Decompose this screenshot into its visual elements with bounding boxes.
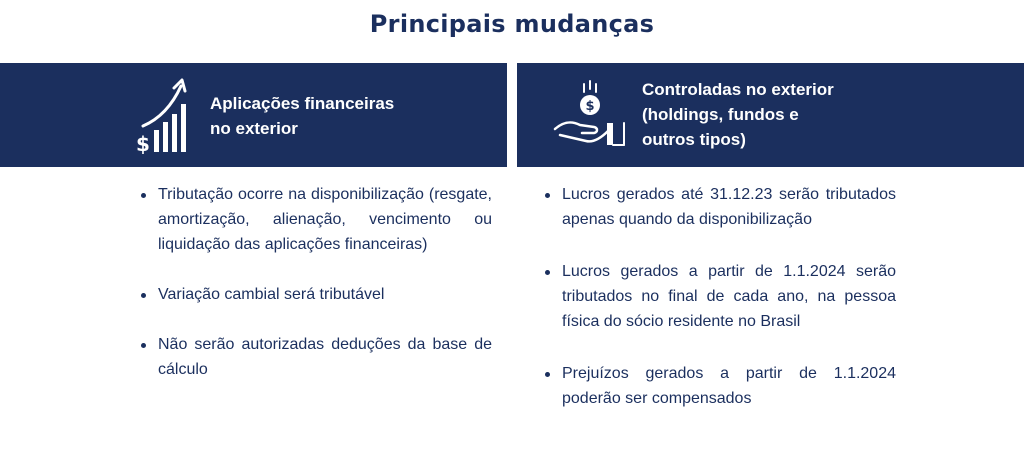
list-item: Variação cambial será tributável — [136, 282, 492, 307]
header-title-right — [642, 77, 942, 152]
header-right-line1: Controladas no exterior — [642, 80, 834, 99]
svg-text:$: $ — [585, 99, 595, 114]
header-right-line2: (holdings, fundos e — [642, 105, 799, 124]
header-left-line2: no exterior — [210, 119, 298, 138]
page-title: Principais mudanças — [369, 10, 655, 38]
svg-text:$: $ — [136, 132, 150, 154]
header-financial-applications — [0, 63, 507, 167]
list-item: Prejuízos gerados a partir de 1.1.2024 poderão ser compensados — [540, 361, 896, 411]
rising-chart-dollar-icon — [133, 76, 191, 154]
header-left-line1: Aplicações financeiras — [210, 94, 395, 113]
header-foreign-subsidiaries — [517, 63, 1024, 167]
list-item: Tributação ocorre na disponibilização (resgate, amortização, alienação, vencimento ou liquidação das aplicações financeiras) — [136, 182, 492, 257]
header-right-line3: outros tipos) — [642, 130, 746, 149]
list-item: Não serão autorizadas deduções da base de cálculo — [136, 332, 492, 382]
header-title-left — [210, 91, 490, 141]
list-item: Lucros gerados até 31.12.23 serão tributados apenas quando da disponibilização — [540, 182, 896, 232]
right-bullet-list — [540, 182, 896, 438]
left-bullet-list — [136, 182, 492, 407]
list-item: Lucros gerados a partir de 1.1.2024 serão tributados no final de cada ano, na pessoa física do sócio residente no Brasil — [540, 259, 896, 334]
hand-holding-coin-icon — [550, 77, 630, 157]
